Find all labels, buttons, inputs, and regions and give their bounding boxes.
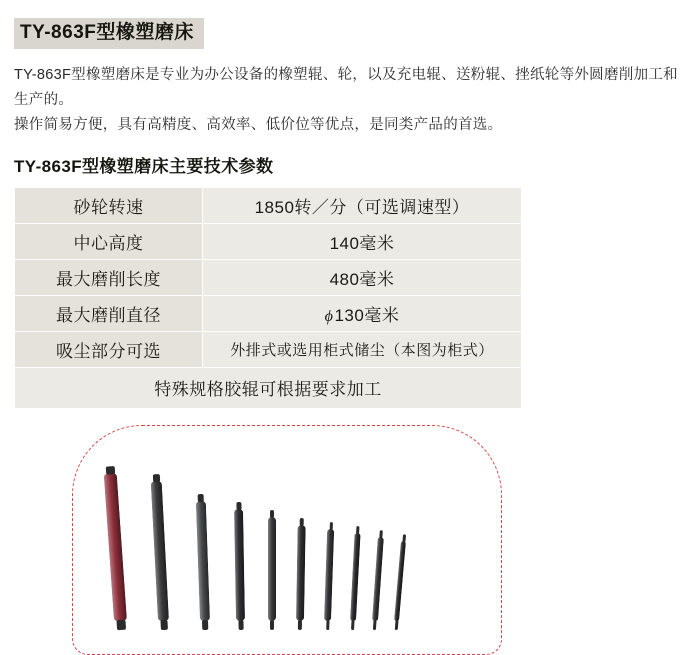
spec-label: 砂轮转速 — [15, 187, 203, 223]
roller-shaft-bottom — [326, 620, 329, 630]
roller-group — [72, 425, 502, 655]
roller-1 — [104, 472, 127, 621]
spec-value: 外排式或选用柜式储尘（本图为柜式） — [203, 331, 522, 367]
roller-10 — [394, 541, 406, 621]
roller-shaft-bottom — [298, 620, 302, 630]
table-row — [15, 259, 522, 295]
roller-shaft-top — [152, 474, 159, 482]
spec-footnote: 特殊规格胶辊可根据要求加工 — [15, 367, 522, 408]
roller-shaft-bottom — [238, 620, 243, 630]
roller-shaft-bottom — [116, 619, 126, 630]
roller-shaft-top — [270, 510, 274, 518]
spec-label: 最大磨削长度 — [15, 259, 203, 295]
roller-4 — [234, 509, 245, 621]
intro-paragraph-2: 操作简易方便，具有高精度、高效率、低价位等优点，是同类产品的首选。 — [14, 116, 503, 133]
roller-shaft-top — [300, 518, 304, 526]
table-row — [15, 331, 522, 367]
spec-value: 480毫米 — [203, 259, 522, 295]
spec-table — [14, 187, 522, 409]
roller-shaft-top — [356, 526, 359, 534]
roller-shaft-bottom — [394, 619, 398, 629]
roller-shaft-bottom — [202, 619, 208, 629]
spec-label: 吸尘部分可选 — [15, 331, 203, 367]
roller-shaft-bottom — [160, 619, 168, 629]
roller-shaft-bottom — [373, 619, 377, 629]
spec-label: 中心高度 — [15, 223, 203, 259]
roller-7 — [324, 528, 334, 620]
roller-shaft-bottom — [351, 619, 355, 629]
page-title: TY-863F型橡塑磨床 — [14, 18, 204, 49]
diameter-symbol: ϕ — [324, 307, 334, 325]
intro-paragraph-1: TY-863F型橡塑磨床是专业为办公设备的橡塑辊、轮，以及充电辊、送粉辊、挫纸轮等外圆磨削加工和生产的。 — [14, 66, 678, 108]
roller-shaft-top — [402, 534, 406, 542]
roller-6 — [296, 525, 306, 621]
roller-shaft-top — [329, 522, 332, 530]
table-row — [15, 223, 522, 259]
roller-2 — [151, 480, 169, 620]
spec-value-diameter — [203, 295, 522, 331]
intro-text — [14, 63, 686, 138]
spec-value: 130毫米 — [334, 305, 400, 325]
table-row-footnote — [15, 367, 522, 408]
roller-shaft-bottom — [270, 620, 274, 630]
table-row — [15, 187, 522, 223]
roller-8 — [350, 533, 361, 621]
roller-3 — [196, 500, 210, 620]
spec-label: 最大磨削直径 — [15, 295, 203, 331]
spec-value: 1850转／分（可选调速型） — [203, 187, 522, 223]
spec-value: 140毫米 — [203, 223, 522, 259]
table-row — [15, 295, 522, 331]
roller-5 — [268, 517, 276, 621]
roller-shaft-top — [198, 494, 204, 502]
roller-shaft-top — [379, 530, 383, 538]
roller-9 — [372, 537, 384, 621]
product-photo — [72, 425, 502, 655]
section-heading: TY-863F型橡塑磨床主要技术参数 — [14, 156, 274, 176]
roller-shaft-top — [105, 466, 115, 475]
roller-shaft-top — [236, 502, 241, 510]
